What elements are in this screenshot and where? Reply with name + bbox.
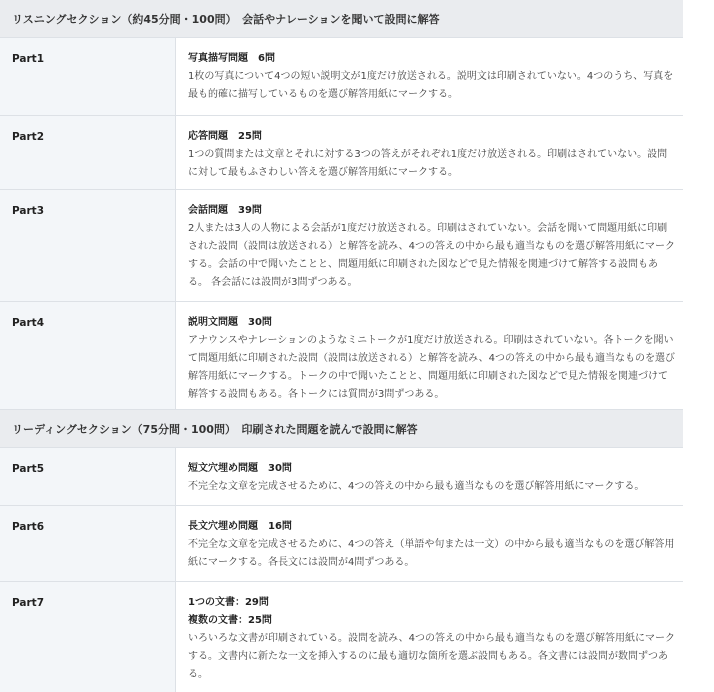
part-description: 1つの質問または文章とそれに対する3つの答えがそれぞれ1度だけ放送される。印刷はされていない。設問に対して最もふさわしい答えを選び解答用紙にマークする。: [188, 149, 668, 178]
part-label: Part7: [0, 582, 176, 692]
part-description: 不完全な文章を完成させるために、4つの答えの中から最も適当なものを選び解答用紙にマークする。: [188, 481, 645, 492]
part-content: [176, 506, 683, 581]
table-row-part5: [0, 448, 683, 506]
part-content: [176, 448, 683, 505]
part-label: Part1: [0, 38, 176, 115]
table-row-part7: [0, 582, 683, 692]
part-title: 会話問題 39問: [188, 205, 262, 216]
reading-section-header: リーディングセクション（75分間・100問） 印刷された問題を読んで設問に解答: [0, 410, 683, 448]
part-content: [176, 190, 683, 301]
part-description: アナウンスやナレーションのようなミニトークが1度だけ放送される。印刷はされていない。各トークを聞いて問題用紙に印刷された設問（設問は放送される）と解答を読み、4つの答えの中から最も適当なものを選び解答用紙にマークする。トークの中で聞いたことと、問題用紙に印刷された図などで見た情報を関連づけて解答する設問もある。各トークには質問が3問ずつある。: [188, 335, 675, 400]
part-label: Part4: [0, 302, 176, 409]
part-content: [176, 582, 683, 692]
part-title: 応答問題 25問: [188, 131, 262, 142]
part-label: Part2: [0, 116, 176, 189]
table-row-part6: [0, 506, 683, 582]
part-title: 説明文問題 30問: [188, 317, 272, 328]
part-label: Part6: [0, 506, 176, 581]
part-content: [176, 116, 683, 189]
part-description: 1枚の写真について4つの短い説明文が1度だけ放送される。説明文は印刷されていない。4つのうち、写真を最も的確に描写しているものを選び解答用紙にマークする。: [188, 71, 674, 100]
table-row-part1: [0, 38, 683, 116]
listening-section-header: リスニングセクション（約45分間・100問） 会話やナレーションを聞いて設問に解答: [0, 0, 683, 38]
part-content: [176, 302, 683, 409]
part-description: 2人または3人の人物による会話が1度だけ放送される。印刷はされていない。会話を聞いて問題用紙に印刷された設問（設問は放送される）と解答を読み、4つの答えの中から最も適当なものを選び解答用紙にマークする。会話の中で聞いたことと、問題用紙に印刷された図などで見た情報を関連づけて解答する設問もある。 各会話には設問が3問ずつある。: [188, 223, 675, 288]
part-title-secondary: 複数の文書：25問: [188, 615, 272, 626]
part-content: [176, 38, 683, 115]
table-row-part3: [0, 190, 683, 302]
part-title: 長文穴埋め問題 16問: [188, 521, 292, 532]
part-title: 写真描写問題 6問: [188, 53, 275, 64]
part-description: いろいろな文書が印刷されている。設問を読み、4つの答えの中から最も適当なものを選び解答用紙にマークする。文書内に新たな一文を挿入するのに最も適切な箇所を選ぶ設問もある。各文書には設問が数問ずつある。: [188, 633, 675, 680]
part-label: Part3: [0, 190, 176, 301]
part-title: 1つの文書：29問: [188, 597, 269, 608]
table-row-part2: [0, 116, 683, 190]
part-title: 短文穴埋め問題 30問: [188, 463, 292, 474]
part-label: Part5: [0, 448, 176, 505]
part-description: 不完全な文章を完成させるために、4つの答え（単語や句または一文）の中から最も適当なものを選び解答用紙にマークする。各長文には設問が4問ずつある。: [188, 539, 675, 568]
table-row-part4: [0, 302, 683, 410]
